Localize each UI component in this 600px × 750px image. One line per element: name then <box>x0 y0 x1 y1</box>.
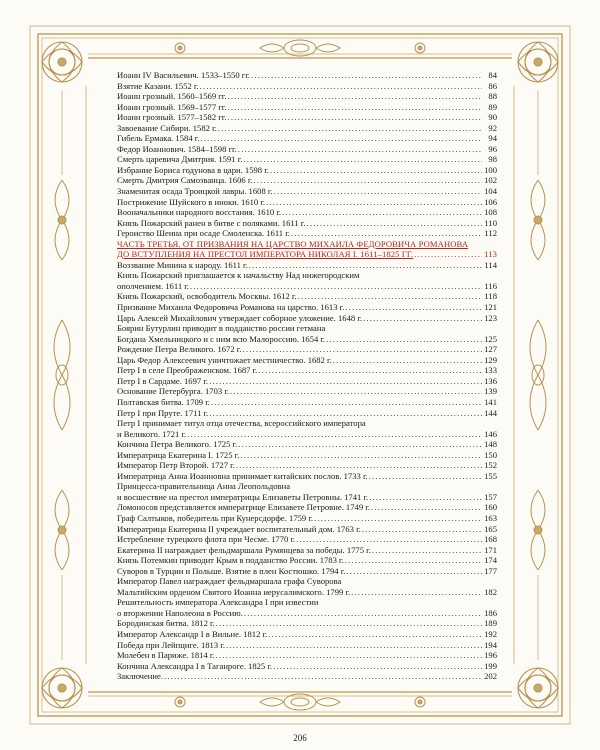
toc-entry-page: 116 <box>484 280 497 291</box>
toc-entry <box>117 408 497 419</box>
toc-entry-page: 98 <box>488 154 497 165</box>
toc-entry <box>117 165 497 176</box>
toc-entry <box>117 629 497 640</box>
toc-entry-page: 160 <box>484 502 497 513</box>
toc-entry-title: Император Петр Второй. 1727 г. <box>117 460 235 471</box>
toc-section-heading <box>117 239 497 260</box>
dot-leader <box>414 249 482 260</box>
dot-leader <box>307 218 483 229</box>
toc-entry <box>117 671 497 682</box>
toc-entry-title: Царь Алексей Михайлович утверждает соборное уложение. 1648 г. <box>117 312 363 323</box>
toc-entry <box>117 291 497 302</box>
toc-entry <box>117 228 497 239</box>
toc-entry-page: 165 <box>484 523 497 534</box>
toc-entry <box>117 376 497 387</box>
toc-entry <box>117 502 497 513</box>
page-number: 206 <box>293 733 307 743</box>
toc-entry <box>117 197 497 208</box>
toc-entry-title: Завоевание Сибири. 1582 г. <box>117 122 217 133</box>
toc-entry-title: Иоанн грозный. 1560–1569 гг. <box>117 91 227 102</box>
toc-entry <box>117 545 497 556</box>
toc-entry <box>117 123 497 134</box>
dot-leader <box>209 408 482 419</box>
toc-entry-page: 171 <box>484 544 497 555</box>
dot-leader <box>363 313 482 324</box>
toc-entry-page: 150 <box>484 449 497 460</box>
toc-entry-page: 92 <box>488 122 497 133</box>
dot-leader <box>216 650 482 661</box>
toc-entry-title: Князь Потемкин приводит Крым в подданство России. 1783 г. <box>117 555 344 566</box>
toc-entry <box>117 618 497 629</box>
dot-leader <box>187 429 482 440</box>
dot-leader <box>362 524 482 535</box>
toc-entry-page: 104 <box>484 186 497 197</box>
dot-leader <box>296 534 482 545</box>
toc-entry <box>117 661 497 672</box>
toc-entry <box>117 439 497 450</box>
toc-entry-title: Истребление турецкого флота при Чесме. 1770 г. <box>117 534 296 545</box>
dot-leader <box>369 492 482 503</box>
toc-entry-title: Иоанн грозный. 1569–1577 гг. <box>117 101 227 112</box>
toc-entry <box>117 112 497 123</box>
dot-leader <box>298 291 482 302</box>
toc-entry-title: Кончина Петра Великого. 1725 г. <box>117 439 238 450</box>
toc-entry <box>117 450 497 461</box>
toc-entry <box>117 91 497 102</box>
toc-entry-title: Призвание Михаила Федоровича Романова на царство. 1613 г. <box>117 302 345 313</box>
dot-leader <box>266 197 482 208</box>
toc-entry-page: 100 <box>484 164 497 175</box>
toc-entry-title: Смерть царевича Дмитрия. 1591 г. <box>117 154 243 165</box>
toc-entry-title: Иоанн IV Васильевич. 1533–1550 гг. <box>117 70 251 80</box>
toc-entry-title: Император Александр I в Вильне. 1812 г. <box>117 628 268 639</box>
toc-entry-page: 96 <box>488 143 497 154</box>
toc-entry <box>117 534 497 545</box>
toc-entry-last-line <box>117 281 497 292</box>
toc-entry-last-line <box>117 429 497 440</box>
toc-entry-page: 129 <box>484 354 497 365</box>
toc-entry-page: 163 <box>484 512 497 523</box>
toc-entry-title-line: Император Павел награждает фельдмаршала графа Суворова <box>117 576 342 587</box>
toc-entry-title: Императрица Екатерина I. 1725 г. <box>117 449 240 460</box>
toc-entry-page: 152 <box>484 460 497 471</box>
dot-leader <box>270 165 482 176</box>
toc-entry <box>117 313 497 324</box>
toc-entry <box>117 460 497 471</box>
toc-entry <box>117 513 497 524</box>
toc-entry-title: Императрица Екатерина II учреждает воспитательный дом. 1763 г. <box>117 523 361 534</box>
toc-entry-title: Царь Федор Алексеевич уничтожает местничество. 1682 г. <box>117 354 332 365</box>
toc-entry-page: 177 <box>484 565 497 576</box>
toc-entry-page: 186 <box>484 607 497 618</box>
toc-entry-page: 148 <box>484 439 497 450</box>
toc-entry-page: 94 <box>488 133 497 144</box>
toc-entry-title-line: Петр I принимает титул отца отечества, всероссийского императора <box>117 418 366 429</box>
toc-entry <box>117 397 497 408</box>
toc-entry-page: 127 <box>484 344 497 355</box>
toc-entry-title: Петр I в селе Преображенском. 1687 г. <box>117 365 258 376</box>
toc-entry-title: Иоанн грозный. 1577–1582 гг. <box>117 112 227 123</box>
toc-entry-page: 146 <box>484 428 497 439</box>
dot-leader <box>314 513 482 524</box>
toc-entry-page: 141 <box>484 396 497 407</box>
toc-entry <box>117 650 497 661</box>
toc-entry-title: Победа при Лейпциге. 1813 г. <box>117 639 225 650</box>
toc-entry-title-line: Мальтийским орденом Святого Иоанна иерусалимского. 1799 г. <box>117 586 351 597</box>
toc-entry <box>117 133 497 144</box>
toc-entry <box>117 154 497 165</box>
dot-leader <box>244 608 482 619</box>
toc-entry <box>117 260 497 271</box>
toc-entry-title-line: Богдана Хмельницкого и с ним всю Малороссию. 1654 г. <box>117 333 326 344</box>
dot-leader <box>258 365 482 376</box>
toc-entry-page: 136 <box>484 375 497 386</box>
toc-entry-title: Князь Пожарский, освободитель Москвы. 1612 г. <box>117 291 297 302</box>
toc-entry-page: 106 <box>484 196 497 207</box>
section-page: 113 <box>484 249 497 260</box>
toc-entry-page: 144 <box>484 407 497 418</box>
toc-entry-title: Кончина Александра I в Таганроге. 1825 г. <box>117 660 273 671</box>
toc-entry <box>117 207 497 218</box>
toc-entry-title: Князь Пожарский ранен в битве с поляками. 1611 г. <box>117 217 306 228</box>
toc-entry-title: Заключение. <box>117 671 163 682</box>
dot-leader <box>236 460 482 471</box>
dot-leader <box>273 661 482 672</box>
toc-entry <box>117 597 497 618</box>
dot-leader <box>369 471 482 482</box>
dot-leader <box>238 144 482 155</box>
toc-entry-page: 118 <box>484 291 497 302</box>
toc-entry-title: Екатерина II награждает фельдмаршала Румянцева за победы. 1775 г. <box>117 544 371 555</box>
toc-entry <box>117 555 497 566</box>
toc-entry <box>117 323 497 344</box>
toc-entry-last-line <box>117 587 497 598</box>
toc-entry-page: 199 <box>484 660 497 671</box>
toc-entry-title: Взятие Казани. 1552 г. <box>117 80 199 91</box>
dot-leader <box>268 629 482 640</box>
toc-entry-title: Героиство Шеина при осаде Смоленска. 1611 г. <box>117 228 290 239</box>
toc-entry-title: Пострижение Шуйского в иноки. 1610 г. <box>117 196 266 207</box>
toc-entry-title: Рождение Петра Великого. 1672 г. <box>117 344 242 355</box>
toc-entry <box>117 102 497 113</box>
toc-entry-page: 86 <box>488 80 497 91</box>
toc-entry-title-line: и Великого. 1721 г. <box>117 428 187 439</box>
dot-leader <box>291 228 482 239</box>
dot-leader <box>216 618 482 629</box>
toc-entry-title: Императрица Анна Иоанновна принимает китайских послов. 1733 г. <box>117 470 368 481</box>
toc-entry <box>117 144 497 155</box>
dot-leader <box>326 334 482 345</box>
toc-entry-page: 133 <box>484 365 497 376</box>
toc-entry-title: Бородинская битва. 1812 г. <box>117 618 215 629</box>
toc-entry-title: Полтавская битва. 1709 г. <box>117 396 210 407</box>
dot-leader <box>209 376 482 387</box>
toc-entry-title: Вооначальники народного восстания. 1610 г. <box>117 207 282 218</box>
toc-entry-last-line <box>117 334 497 345</box>
dot-leader <box>243 344 483 355</box>
dot-leader <box>238 439 482 450</box>
toc-entry <box>117 344 497 355</box>
toc-entry <box>117 640 497 651</box>
section-heading-line-2: ДО ВСТУПЛЕНИЯ НА ПРЕСТОЛ ИМПЕРАТОРА НИКОЛАЯ I. 1611–1825 ГГ. <box>117 249 414 260</box>
dot-leader <box>200 81 482 92</box>
toc-entry-title: Смерть Дмитрия Самозванца. 1606 г. <box>117 175 253 186</box>
toc-entry-title-line: Боярин Бутурлин приводит в подданство россии гетмана <box>117 323 326 334</box>
dot-leader <box>274 186 482 197</box>
toc-entry-title: Петр I при Пруте. 1711 г. <box>117 407 209 418</box>
dot-leader <box>371 502 482 513</box>
toc-entry-title-line: Решительность императора Александра I при известии <box>117 597 319 608</box>
dot-leader <box>228 112 483 123</box>
toc-entry <box>117 355 497 366</box>
toc-entry-title: Суворов в Турции и Польше. Взятие в плен Костюшко. 1794 г. <box>117 565 346 576</box>
toc-entry-last-line <box>117 608 497 619</box>
toc-entry-title-line: о вторжении Наполеона в Россию. <box>117 607 243 618</box>
toc-entry <box>117 70 497 81</box>
toc-entry-title-line: ополчением. 1611 г. <box>117 280 189 291</box>
toc-entry-page: 155 <box>484 470 497 481</box>
dot-leader <box>346 566 482 577</box>
toc-entry-title: Основание Петербурга. 1703 г. <box>117 386 230 397</box>
dot-leader <box>164 671 482 682</box>
toc-entry <box>117 175 497 186</box>
toc-entry <box>117 566 497 577</box>
dot-leader <box>228 102 483 113</box>
toc-entry-page: 112 <box>484 228 497 239</box>
toc-entry <box>117 471 497 482</box>
dot-leader <box>200 133 482 144</box>
toc-entry-title-line: и восшествие на престол императрицы Елизаветы Петровны. 1741 г. <box>117 491 369 502</box>
dot-leader <box>190 281 482 292</box>
toc-entry-title: Воззвание Минина к народу. 1611 г. <box>117 259 248 270</box>
dot-leader <box>211 397 482 408</box>
toc-entry-page: 192 <box>484 628 497 639</box>
dot-leader <box>333 355 482 366</box>
toc-entry-page: 89 <box>488 101 497 112</box>
toc-entry-page: 84 <box>488 70 497 80</box>
dot-leader <box>249 260 482 271</box>
dot-leader <box>372 545 482 556</box>
dot-leader <box>226 640 482 651</box>
toc-entry <box>117 386 497 397</box>
dot-leader <box>351 587 482 598</box>
toc-entry <box>117 524 497 535</box>
toc-entry <box>117 81 497 92</box>
dot-leader <box>228 91 483 102</box>
dot-leader <box>230 386 482 397</box>
section-heading-last-line <box>117 249 497 260</box>
toc-entry-title: Знаменитая осада Троицкой лавры. 1608 г. <box>117 186 273 197</box>
toc-entry-page: 139 <box>484 386 497 397</box>
toc-entry-title: Федор Иоаннович. 1584–1598 гг. <box>117 143 237 154</box>
toc-entry <box>117 186 497 197</box>
toc-entry <box>117 365 497 376</box>
toc-entry-page: 108 <box>484 207 497 218</box>
toc-entry-page: 189 <box>484 618 497 629</box>
toc-entry-title: Молебен в Париже. 1814 г. <box>117 650 215 661</box>
toc-entry-title: Петр I в Сардаме. 1697 г. <box>117 375 209 386</box>
dot-leader <box>345 302 482 313</box>
toc-entry-page: 202 <box>484 671 497 682</box>
toc-entry-page: 125 <box>484 333 497 344</box>
dot-leader <box>243 154 482 165</box>
toc-entry-page: 196 <box>484 650 497 661</box>
section-heading-line-1: ЧАСТЬ ТРЕТЬЯ. ОТ ПРИЗВАНИЯ НА ЦАРСТВО МИХАИЛА ФЕДОРОВИЧА РОМАНОВА <box>117 238 469 249</box>
toc-entry-page: 121 <box>484 302 497 313</box>
toc-entry-title: Гибель Ермака. 1584 г. <box>117 133 200 144</box>
dot-leader <box>282 207 482 218</box>
toc-entry-title: Граф Салтыков, победитель при Кунерсдорфе. 1759 г. <box>117 512 314 523</box>
toc-entry-page: 182 <box>484 586 497 597</box>
toc-entry-page: 123 <box>484 312 497 323</box>
toc-entry-last-line <box>117 492 497 503</box>
toc-entry-page: 88 <box>488 91 497 102</box>
toc-entry <box>117 576 497 597</box>
toc-entry-title-line: Принцесса-правительница Анна Леопольдовна <box>117 481 291 492</box>
toc-entry-page: 114 <box>484 259 497 270</box>
toc-entry-title: Избрание Бориса годунова в цари. 1598 г. <box>117 164 269 175</box>
dot-leader <box>345 555 482 566</box>
dot-leader <box>240 450 482 461</box>
dot-leader <box>254 175 482 186</box>
toc-entry-page: 110 <box>484 217 497 228</box>
toc-entry-title-line: Князь Пожарский приглашается к начальству Над нижегородским <box>117 270 360 281</box>
toc-entry-page: 168 <box>484 534 497 545</box>
toc-entry-title: Ломоносов представляется императрице Елизавете Петровне. 1749 г. <box>117 502 370 513</box>
toc-entry <box>117 218 497 229</box>
dot-leader <box>251 70 482 81</box>
table-of-contents <box>117 70 497 682</box>
toc-entry <box>117 270 497 291</box>
toc-entry-page: 174 <box>484 555 497 566</box>
toc-entry-page: 102 <box>484 175 497 186</box>
dot-leader <box>218 123 482 134</box>
toc-entry <box>117 418 497 439</box>
toc-entry <box>117 302 497 313</box>
toc-entry-page: 157 <box>484 491 497 502</box>
toc-entry-page: 90 <box>488 112 497 123</box>
toc-entry-page: 194 <box>484 639 497 650</box>
toc-entry <box>117 481 497 502</box>
